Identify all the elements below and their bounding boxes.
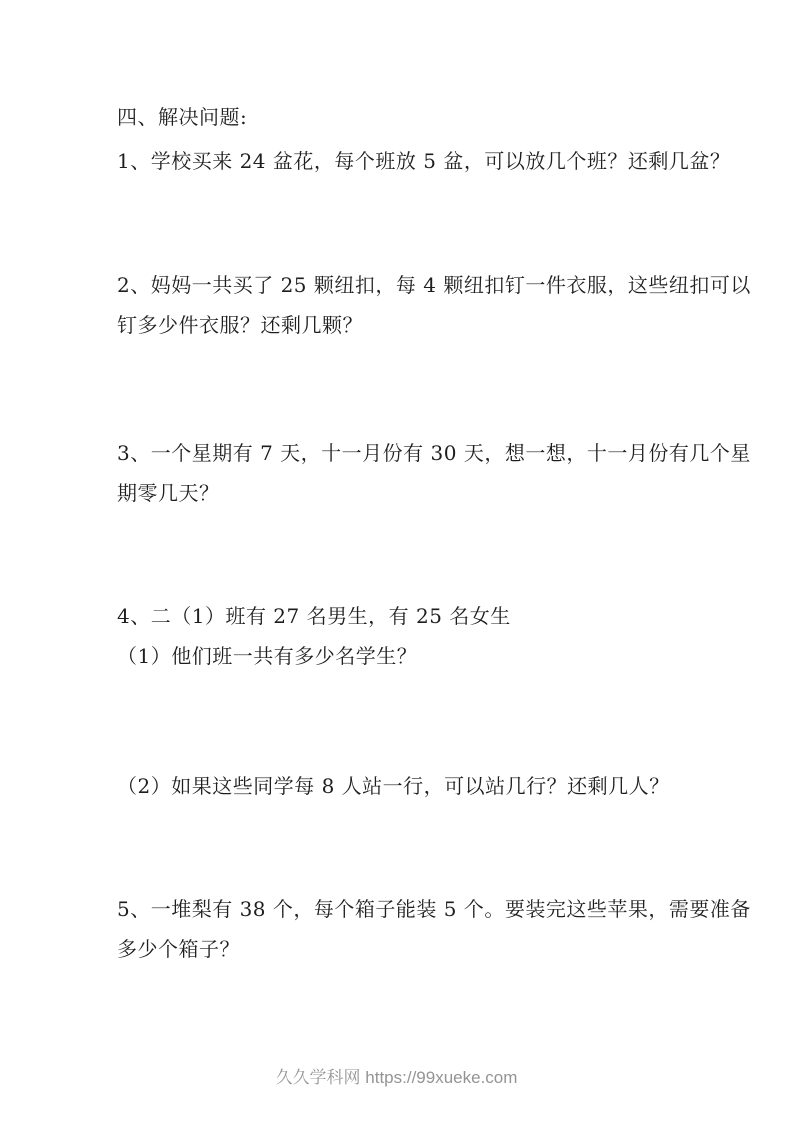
problem-1: [117, 141, 731, 181]
problem-4-subquestion-2: （2）如果这些同学每 8 人站一行，可以站几行？还剩几人？: [117, 774, 670, 798]
site-watermark: 久久学科网 https://99xueke.com: [275, 1068, 518, 1087]
problem-5-text-line-1: 5、一堆梨有 38 个，每个箱子能装 5 个。要装完这些苹果，需要准备: [117, 897, 751, 921]
problem-4-intro: 4、二（1）班有 27 名男生，有 25 名女生: [117, 604, 511, 628]
problem-5-text-line-2: 多少个箱子？: [117, 937, 240, 961]
problem-1-text: 1、学校买来 24 盆花，每个班放 5 盆，可以放几个班？还剩几盆？: [117, 149, 731, 173]
problem-2: [117, 265, 751, 345]
worksheet-page: [117, 97, 751, 969]
problem-3-text-line-1: 3、一个星期有 7 天，十一月份有 30 天，想一想，十一月份有几个星: [117, 441, 751, 465]
problem-2-text-line-1: 2、妈妈一共买了 25 颗纽扣，每 4 颗纽扣钉一件衣服，这些纽扣可以: [117, 273, 751, 297]
problem-3-text-line-2: 期零几天？: [117, 481, 220, 505]
problem-4-subquestion-1: （1）他们班一共有多少名学生？: [117, 644, 418, 668]
problem-5: [117, 889, 751, 969]
section-heading: 四、解决问题:: [117, 105, 248, 129]
problem-3: [117, 433, 751, 513]
problem-4: [117, 596, 683, 806]
problem-2-text-line-2: 钉多少件衣服？还剩几颗？: [117, 313, 363, 337]
